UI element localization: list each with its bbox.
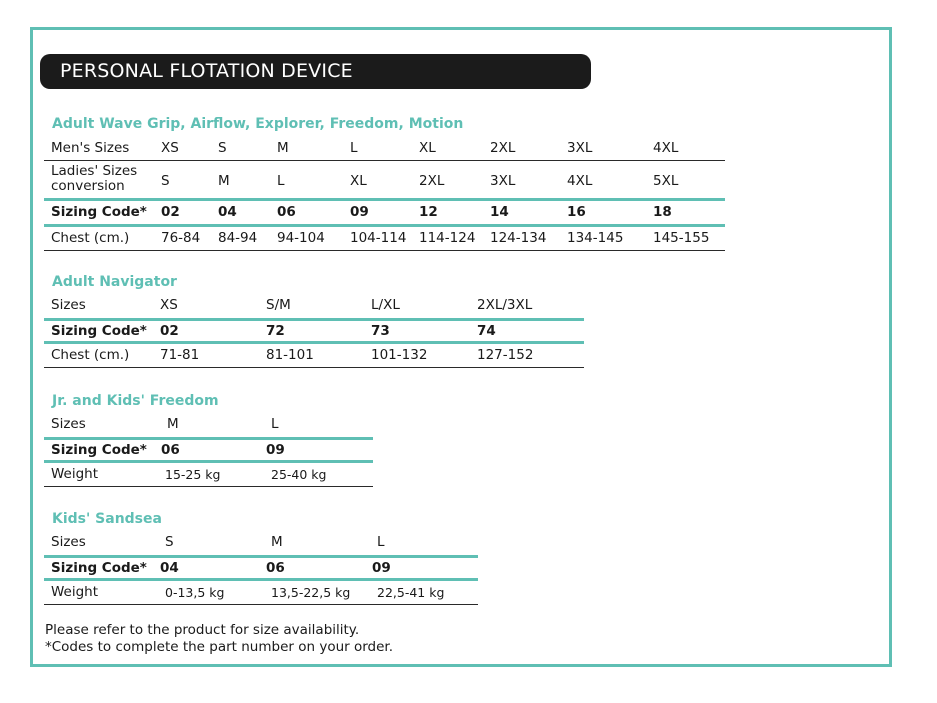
- table-row-sizing-code: [44, 437, 373, 463]
- table-cell: 101-132: [371, 347, 428, 363]
- table-cell: 4XL: [653, 140, 679, 156]
- row-label: [51, 164, 137, 194]
- table-cell: L: [377, 534, 385, 550]
- row-label: Sizing Code*: [51, 204, 147, 220]
- table-row-weight: [44, 581, 478, 605]
- row-label: Weight: [51, 466, 99, 482]
- table-cell: 124-134: [490, 230, 547, 246]
- row-label: Sizes: [51, 297, 86, 313]
- table-cell: 84-94: [218, 230, 258, 246]
- table-cell: 73: [371, 323, 390, 339]
- table-cell: M: [218, 173, 230, 189]
- row-label: Sizing Code*: [51, 323, 147, 339]
- table-cell: XS: [161, 140, 179, 156]
- table-cell: M: [277, 140, 289, 156]
- table-cell: 72: [266, 323, 285, 339]
- section-title-jr-kids-freedom: Jr. and Kids' Freedom: [52, 393, 219, 409]
- table-cell: 76-84: [161, 230, 201, 246]
- row-label-line2: conversion: [51, 178, 125, 194]
- page-title: PERSONAL FLOTATION DEVICE: [40, 54, 591, 89]
- size-table-adult: [44, 137, 725, 251]
- table-row-mens-sizes: [44, 137, 725, 161]
- table-cell: L/XL: [371, 297, 400, 313]
- table-cell: 09: [350, 204, 369, 220]
- table-cell: 74: [477, 323, 496, 339]
- table-cell: 15-25 kg: [165, 467, 221, 482]
- size-table-jr-kids: [44, 413, 373, 487]
- size-table-sandsea: [44, 531, 478, 605]
- table-cell: 0-13,5 kg: [165, 585, 225, 600]
- table-cell: 02: [161, 204, 180, 220]
- table-cell: 134-145: [567, 230, 624, 246]
- table-cell: XL: [350, 173, 367, 189]
- table-cell: 2XL/3XL: [477, 297, 533, 313]
- table-cell: S: [165, 534, 174, 550]
- row-label-line1: Ladies' Sizes: [51, 163, 138, 179]
- row-label: Sizing Code*: [51, 442, 147, 458]
- table-row-sizing-code: [44, 318, 584, 344]
- table-cell: 4XL: [567, 173, 593, 189]
- table-cell: 12: [419, 204, 438, 220]
- table-cell: 06: [161, 442, 180, 458]
- footnote-line-2: *Codes to complete the part number on your order.: [45, 639, 394, 655]
- table-cell: 127-152: [477, 347, 534, 363]
- table-cell: M: [271, 534, 283, 550]
- table-cell: 2XL: [419, 173, 445, 189]
- table-cell: 145-155: [653, 230, 710, 246]
- row-label: Chest (cm.): [51, 347, 130, 363]
- table-cell: 22,5-41 kg: [377, 585, 445, 600]
- table-cell: 3XL: [567, 140, 593, 156]
- table-row-sizes: [44, 531, 478, 555]
- row-label: Men's Sizes: [51, 140, 130, 156]
- row-label: Sizes: [51, 534, 86, 550]
- table-row-sizes: [44, 294, 584, 318]
- table-cell: 2XL: [490, 140, 516, 156]
- table-cell: 5XL: [653, 173, 679, 189]
- table-cell: 06: [277, 204, 296, 220]
- table-cell: 02: [160, 323, 179, 339]
- table-cell: 94-104: [277, 230, 325, 246]
- table-cell: 13,5-22,5 kg: [271, 585, 351, 600]
- table-cell: 114-124: [419, 230, 476, 246]
- row-label: Sizing Code*: [51, 560, 147, 576]
- table-row-sizes: [44, 413, 373, 437]
- table-cell: XL: [419, 140, 436, 156]
- row-label: Sizes: [51, 416, 86, 432]
- table-cell: 25-40 kg: [271, 467, 327, 482]
- table-cell: XS: [160, 297, 178, 313]
- table-cell: S: [218, 140, 227, 156]
- table-cell: 04: [218, 204, 237, 220]
- table-row-sizing-code: [44, 555, 478, 581]
- size-table-navigator: [44, 294, 584, 368]
- table-cell: S/M: [266, 297, 291, 313]
- row-label: Weight: [51, 584, 99, 600]
- table-row-weight: [44, 463, 373, 487]
- footnote-line-1: Please refer to the product for size availability.: [45, 622, 360, 638]
- table-cell: 18: [653, 204, 672, 220]
- table-cell: 104-114: [350, 230, 407, 246]
- table-cell: 3XL: [490, 173, 516, 189]
- table-cell: 04: [160, 560, 179, 576]
- table-row-ladies-sizes: [44, 161, 725, 201]
- section-title-kids-sandsea: Kids' Sandsea: [52, 511, 162, 527]
- row-label: Chest (cm.): [51, 230, 130, 246]
- table-cell: 71-81: [160, 347, 200, 363]
- table-cell: 06: [266, 560, 285, 576]
- table-cell: 14: [490, 204, 509, 220]
- table-row-chest: [44, 227, 725, 251]
- table-row-chest: [44, 344, 584, 368]
- table-row-sizing-code: [44, 201, 725, 227]
- footnote: [45, 622, 393, 656]
- table-cell: 81-101: [266, 347, 314, 363]
- table-cell: L: [271, 416, 279, 432]
- table-cell: L: [350, 140, 358, 156]
- table-cell: 16: [567, 204, 586, 220]
- table-cell: S: [161, 173, 170, 189]
- table-cell: L: [277, 173, 285, 189]
- table-cell: M: [167, 416, 179, 432]
- table-cell: 09: [372, 560, 391, 576]
- section-title-adult: Adult Wave Grip, Airflow, Explorer, Freedom, Motion: [52, 116, 464, 132]
- section-title-navigator: Adult Navigator: [52, 274, 177, 290]
- table-cell: 09: [266, 442, 285, 458]
